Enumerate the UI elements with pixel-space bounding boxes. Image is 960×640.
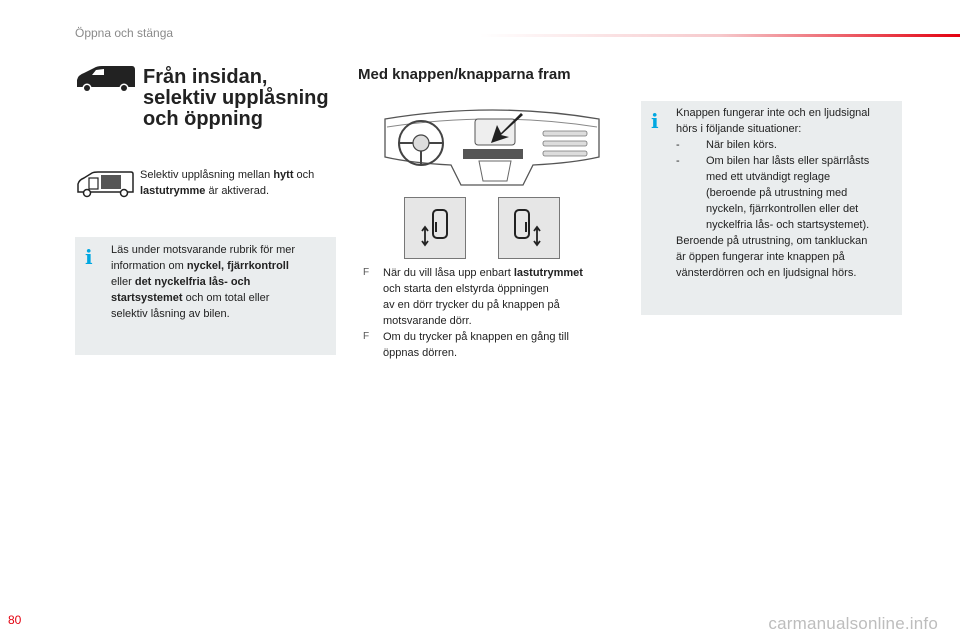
info-icon: i [651, 109, 659, 133]
info-box-left [75, 237, 336, 355]
bullet-icon: F [363, 331, 370, 342]
dashboard-illustration [383, 105, 601, 190]
title-line: Från insidan, [143, 66, 268, 88]
sliding-door-right-icon [499, 198, 559, 258]
title-line: selektiv upplåsning [143, 87, 329, 109]
header-rule [0, 32, 960, 38]
watermark: carmanualsonline.info [768, 614, 938, 633]
section-heading: Med knappen/knapparna fram [358, 66, 571, 83]
info-box-text: Läs under motsvarande rubrik för mer information om nyckel, fjärrkontroll eller det nyckelfria lås- och startsystemet och om total eller selektiv låsning av bilen. [111, 244, 296, 320]
van-icon [74, 65, 136, 93]
intro-text: Selektiv upplåsning mellan hytt och lastutrymme är aktiverad. [140, 169, 315, 197]
running-header: Öppna och stänga [75, 26, 174, 40]
instruction-list [363, 265, 623, 361]
info-box-text: Knappen fungerar inte och en ljudsignal hörs i följande situationer: - När bilen körs. - Om bilen har låsts eller spärrlåsts med ett utvändigt reglage (beroende på utrustning med nyckeln, fjärrkontrollen eller det nyckelfria lås- och startsystemet). Beroende på utrustning, om tankluckan är öppen fungerar inte knappen på vänsterdörren och en ljudsignal hörs. [676, 105, 896, 281]
left-door-button-illustration [404, 197, 466, 259]
instruction-item: F Om du trycker på knappen en gång till öppnas dörren. [363, 331, 569, 359]
list-item: - Om bilen har låsts eller spärrlåsts med ett utvändigt reglage (beroende på utrustning med nyckeln, fjärrkontrollen eller det nyckelfria lås- och startsystemet). [676, 155, 870, 231]
instruction-item: F När du vill låsa upp enbart lastutrymmet och starta den elstyrda öppningen av en dörr trycker du på knappen på motsvarande dörr. [363, 267, 583, 327]
bullet-icon: F [363, 267, 370, 278]
info-box-right [641, 101, 902, 315]
page-number: 80 [8, 613, 22, 627]
selective-unlock-icon [76, 170, 134, 198]
list-item: - När bilen körs. [676, 139, 777, 151]
title-line: och öppning [143, 108, 263, 130]
right-door-button-illustration [498, 197, 560, 259]
info-icon: i [85, 245, 93, 269]
sliding-door-left-icon [405, 198, 465, 258]
page-title [143, 67, 343, 130]
